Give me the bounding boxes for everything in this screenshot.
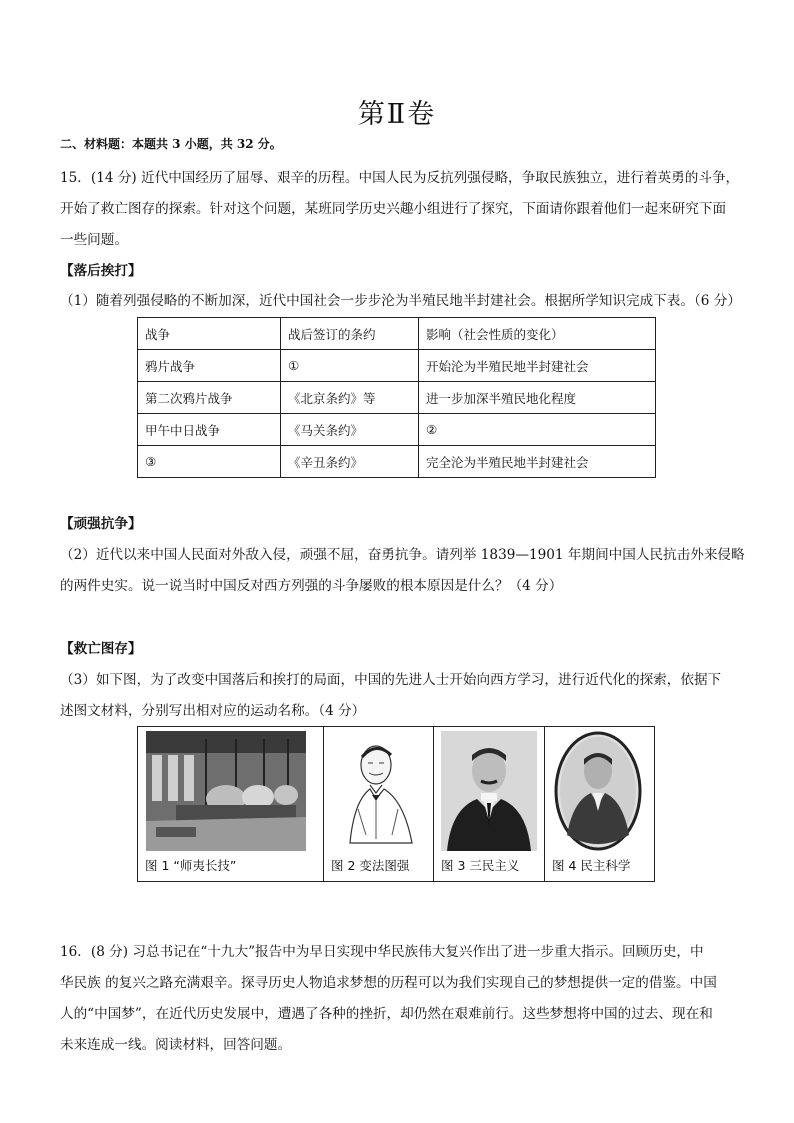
- figure-2: [324, 727, 434, 881]
- table-row: [138, 350, 656, 382]
- table-cell: ③: [138, 446, 281, 478]
- figure-1-caption: 图 1 “师夷长技”: [145, 858, 237, 873]
- figure-3: [434, 727, 545, 881]
- table-cell: 完全沦为半殖民地半封建社会: [419, 446, 656, 478]
- table-cell: 《北京条约》等: [281, 382, 419, 414]
- table-header-cell: 战后签订的条约: [281, 318, 419, 350]
- table-cell: 进一步加深半殖民地化程度: [419, 382, 656, 414]
- q15-part2-line-1: （2）近代以来中国人民面对外敌入侵，顽强不屈，奋勇抗争。请列举 1839—1901 年期间中国人民抗击外来侵略: [60, 547, 745, 563]
- war-treaty-table: [137, 317, 656, 478]
- q15-part3-line-1: （3）如下图，为了改变中国落后和挨打的局面，中国的先进人士开始向西方学习，进行近代化的探索，依据下: [60, 672, 722, 688]
- figure-3-caption: 图 3 三民主义: [441, 858, 520, 873]
- table-header-cell: 战争: [138, 318, 281, 350]
- q15-line-2: 开始了救亡图存的探索。针对这个问题，某班同学历史兴趣小组进行了探究，下面请你跟着他们一起来研究下面: [60, 201, 727, 217]
- portrait-sketch-icon: [336, 735, 422, 847]
- q16-line-2: 华民族 的复兴之路充满艰辛。探寻历史人物追求梦想的历程可以为我们实现自己的梦想提供一定的借鉴。中国: [60, 975, 717, 991]
- table-row: [138, 446, 656, 478]
- table-cell: 开始沦为半殖民地半封建社会: [419, 350, 656, 382]
- table-cell: 鸦片战争: [138, 350, 281, 382]
- q15-part2-title: 【顽强抗争】: [60, 516, 142, 532]
- q15-part3-line-2: 述图文材料，分别写出相对应的运动名称。（4 分）: [60, 703, 366, 719]
- figure-4: [545, 727, 654, 881]
- table-cell: ①: [281, 350, 419, 382]
- figure-2-caption: 图 2 变法图强: [331, 858, 410, 873]
- table-row: [138, 414, 656, 446]
- table-cell: 《马关条约》: [281, 414, 419, 446]
- q16-line-4: 未来连成一线。阅读材料，回答问题。: [60, 1037, 292, 1053]
- table-cell: ②: [419, 414, 656, 446]
- table-header-row: [138, 318, 656, 350]
- table-header-cell: 影响（社会性质的变化）: [419, 318, 656, 350]
- figure-strip: [137, 726, 655, 882]
- q15-part1-title: 【落后挨打】: [60, 263, 142, 279]
- table-row: [138, 382, 656, 414]
- page-title: 第Ⅱ卷: [357, 99, 437, 130]
- table-cell: 甲午中日战争: [138, 414, 281, 446]
- q16-line-3: 人的“中国梦”，在近代历史发展中，遭遇了各种的挫折，却仍然在艰难前行。这些梦想将中国的过去、现在和: [60, 1006, 713, 1022]
- q15-part3-title: 【救亡图存】: [60, 641, 142, 657]
- q15-part1-text: （1）随着列强侵略的不断加深，近代中国社会一步步沦为半殖民地半封建社会。根据所学知识完成下表。（6 分）: [60, 293, 741, 309]
- figure-1: [138, 727, 324, 881]
- table-cell: 第二次鸦片战争: [138, 382, 281, 414]
- factory-photo-icon: [146, 731, 306, 851]
- table-cell: 《辛丑条约》: [281, 446, 419, 478]
- figure-4-caption: 图 4 民主科学: [552, 858, 631, 873]
- q15-part2-line-2: 的两件史实。说一说当时中国反对西方列强的斗争屡败的根本原因是什么？（4 分）: [60, 578, 563, 594]
- q15-line-1: 15．(14 分) 近代中国经历了屈辱、艰辛的历程。中国人民为反抗列强侵略，争取民族独立，进行着英勇的斗争，: [60, 170, 740, 186]
- oval-portrait-icon: [553, 731, 643, 851]
- portrait-photo-icon: [441, 731, 537, 851]
- q16-line-1: 16．(8 分) 习总书记在“十九大”报告中为早日实现中华民族伟大复兴作出了进一步重大指示。回顾历史，中: [60, 944, 704, 960]
- q15-line-3: 一些问题。: [60, 232, 128, 248]
- section-heading: 二、材料题：本题共 3 小题，共 32 分。: [60, 137, 282, 151]
